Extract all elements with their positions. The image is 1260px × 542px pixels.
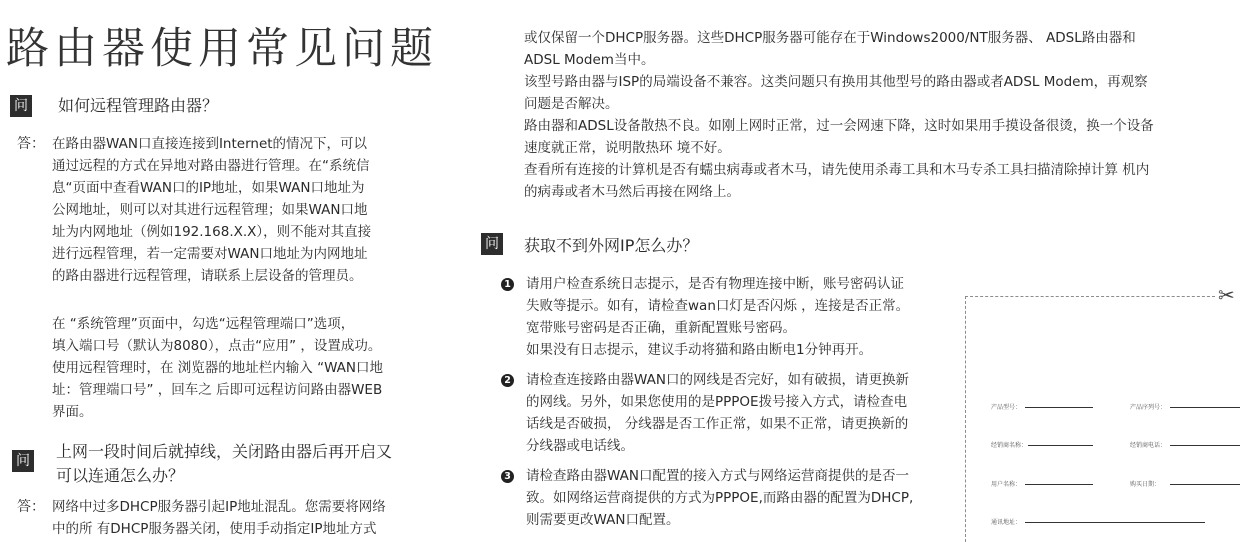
number-badge-1: 1 <box>501 278 514 291</box>
dealer-phone-line <box>1170 445 1240 446</box>
answer-1 <box>52 133 371 287</box>
answer-1b-line: 界面。 <box>52 404 93 420</box>
question-marker: 问 <box>10 95 32 117</box>
item-2-line: 的网线。另外，如果您使用的是PPPOE拨号接入方式，请检查电 <box>526 394 908 410</box>
answer-1b-line: 使用远程管理时，在 浏览器的地址栏内输入 “WAN口地 <box>52 360 384 376</box>
number-badge-3: 3 <box>501 470 514 483</box>
cont-line: 或仅保留一个DHCP服务器。这些DHCP服务器可能存在于Windows2000/NT服务器、 ADSL路由器和 <box>524 30 1136 46</box>
item-1-line: 请用户检查系统日志提示，是否有物理连接中断，账号密码认证 <box>526 276 904 292</box>
scissors-icon: ✂ <box>1218 283 1235 307</box>
buy-date-line <box>1170 484 1240 485</box>
question-1: 如何远程管理路由器？ <box>58 96 219 115</box>
answer-2-line: 中的所 有DHCP服务器关闭，使用手动指定IP地址方式 <box>52 521 377 537</box>
answer-2-line: 网络中过多DHCP服务器引起IP地址混乱。您需要将网络 <box>52 499 386 515</box>
item-1-line: 如果没有日志提示，建议手动将猫和路由断电1分钟再开。 <box>526 342 873 358</box>
cut-line-top <box>965 296 1215 297</box>
item-1-line: 宽带账号密码是否正确，重新配置账号密码。 <box>526 320 796 336</box>
question-2-line: 上网一段时间后就掉线，关闭路由器后再开启又 <box>56 442 393 461</box>
answer-1-line: 息“页面中查看WAN口的IP地址，如果WAN口地址为 <box>52 180 365 196</box>
item-2-line: 分线器或电话线。 <box>526 438 634 454</box>
dealer-label: 经销商名称： <box>991 442 1028 449</box>
cont-line: 该型号路由器与ISP的局端设备不兼容。这类问题只有换用其他型号的路由器或者ADSL Modem，再观察 <box>524 74 1148 90</box>
question-2-line: 可以连通怎么办？ <box>56 466 185 485</box>
question-3: 获取不到外网IP怎么办？ <box>524 236 699 255</box>
answer-marker: 答： <box>17 499 45 515</box>
answer-1-line: 在路由器WAN口直接连接到Internet的情况下，可以 <box>52 136 368 152</box>
answer-1b-line: 在 “系统管理”页面中，勾选“远程管理端口”选项， <box>52 316 355 332</box>
user-name-label: 用户名称： <box>991 481 1022 488</box>
item-1-text <box>526 273 909 361</box>
question-marker: 问 <box>12 450 34 472</box>
item-3-text <box>526 465 913 531</box>
cont-line: 问题是否解决。 <box>524 96 619 112</box>
page-title: 路由器使用常见问题 <box>6 24 438 74</box>
answer-1b-line: 填入端口号（默认为8080），点击“应用” ，设置成功。 <box>52 338 382 354</box>
item-3-line: 则需要更改WAN口配置。 <box>526 512 680 528</box>
dealer-phone-label: 经销商电话： <box>1130 442 1167 449</box>
answer-2 <box>52 496 386 540</box>
cont-line: 速度就正常，说明散热环 境不好。 <box>524 140 731 156</box>
answer-1-line: 的路由器进行远程管理，请联系上层设备的管理员。 <box>52 268 363 284</box>
serial-line <box>1170 407 1240 408</box>
user-name-line <box>1025 484 1093 485</box>
item-2-line: 请检查连接路由器WAN口的网线是否完好，如有破损，请更换新 <box>526 372 909 388</box>
answer-1-part-2 <box>52 313 383 423</box>
number-badge-2: 2 <box>501 374 514 387</box>
dealer-line <box>1028 445 1093 446</box>
answer-1-line: 通过远程的方式在异地对路由器进行管理。在“系统信 <box>52 158 370 174</box>
answer-1-line: 进行远程管理，若一定需要对WAN口地址为内网地址 <box>52 246 368 262</box>
serial-label: 产品序列号： <box>1130 404 1167 411</box>
answer-1b-line: 址：管理端口号” ，回车之 后即可远程访问路由器WEB <box>52 382 383 398</box>
item-3-line: 致。如网络运营商提供的方式为PPPOE,而路由器的配置为DHCP, <box>526 490 914 506</box>
answer-1-line: 公网地址，则可以对其进行远程管理；如果WAN口地 <box>52 202 368 218</box>
cont-line: 查看所有连接的计算机是否有蠕虫病毒或者木马，请先使用杀毒工具和木马专杀工具扫描清除掉计算 机内 <box>524 162 1150 178</box>
product-model-line <box>1025 407 1093 408</box>
answer-2-continued <box>524 27 1154 203</box>
cont-line: 路由器和ADSL设备散热不良。如刚上网时正常，过一会网速下降，这时如果用手摸设备很烫，换一个设备 <box>524 118 1154 134</box>
item-3-line: 请检查路由器WAN口配置的接入方式与网络运营商提供的是否一 <box>526 468 909 484</box>
item-2-text <box>526 369 909 457</box>
item-2-line: 话线是否破损， 分线器是否工作正常，如果不正常，请更换新的 <box>526 416 909 432</box>
cut-line-left <box>965 296 966 542</box>
item-1-line: 失败等提示。如有，请检查wan口灯是否闪烁 ，连接是否正常。 <box>526 298 910 314</box>
address-label: 通讯地址： <box>991 519 1022 526</box>
address-line <box>1025 522 1205 523</box>
question-2 <box>56 440 392 488</box>
cont-line: ADSL Modem当中。 <box>524 52 655 68</box>
answer-marker: 答： <box>17 136 45 152</box>
question-marker: 问 <box>481 233 503 255</box>
answer-1-line: 址为内网地址（例如192.168.X.X），则不能对其直接 <box>52 224 372 240</box>
product-model-label: 产品型号： <box>991 404 1022 411</box>
cont-line: 的病毒或者木马然后再接在网络上。 <box>524 184 740 200</box>
buy-date-label: 购买日期： <box>1130 481 1161 488</box>
